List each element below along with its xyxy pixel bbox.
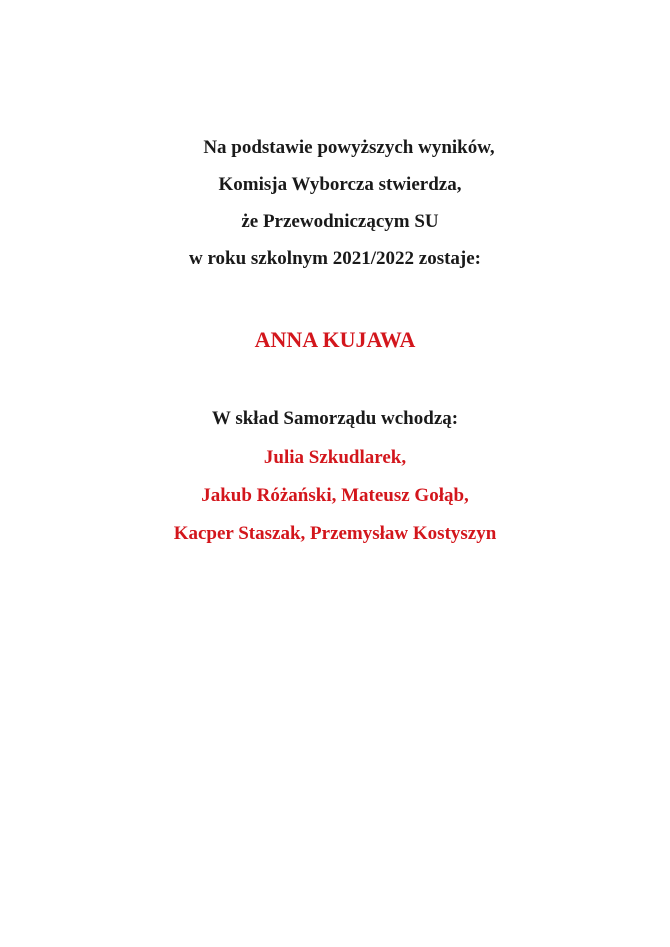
council-members-line-3: Kacper Staszak, Przemysław Kostyszyn xyxy=(173,523,497,544)
council-heading: W skład Samorządu wchodzą: xyxy=(211,408,459,429)
council-members-line-2: Jakub Różański, Mateusz Gołąb, xyxy=(201,485,469,506)
announcement-line-1: Na podstawie powyższych wyników, xyxy=(203,137,495,158)
announcement-line-2: Komisja Wyborcza stwierdza, xyxy=(218,174,462,195)
announcement-line-3: że Przewodniczącym SU xyxy=(241,211,439,232)
president-name: ANNA KUJAWA xyxy=(254,327,416,352)
announcement-line-4: w roku szkolnym 2021/2022 zostaje: xyxy=(188,248,482,269)
council-members-line-1: Julia Szkudlarek, xyxy=(263,447,407,468)
